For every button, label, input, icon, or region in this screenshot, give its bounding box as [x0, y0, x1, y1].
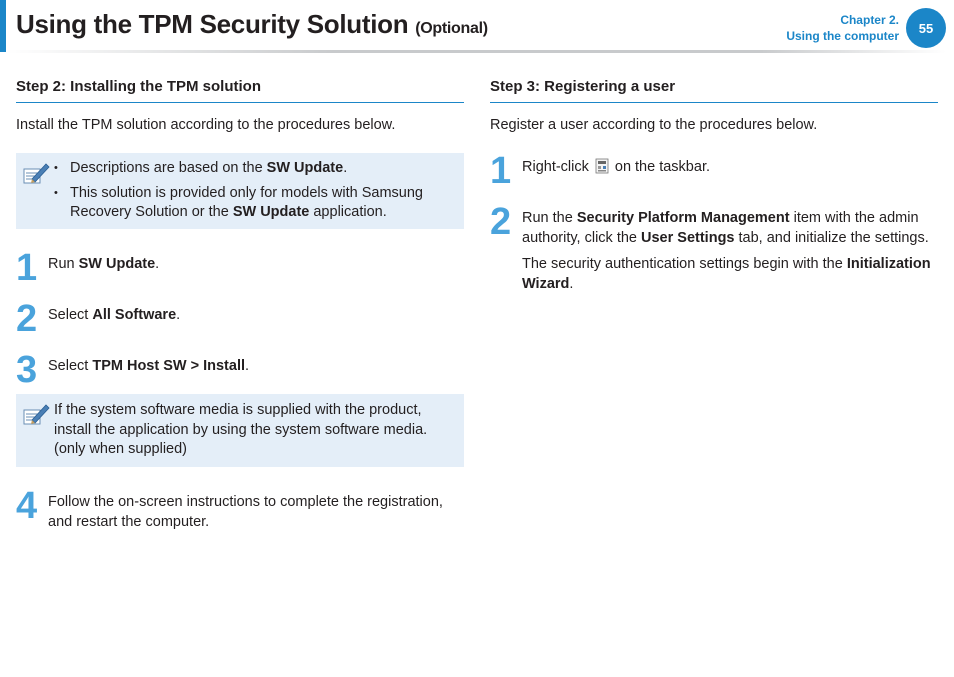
- step-number: 1: [16, 247, 38, 289]
- section-heading-step2: Step 2: Installing the TPM solution: [16, 78, 464, 103]
- page-title-suffix: (Optional): [415, 20, 488, 37]
- section-intro-step3: Register a user according to the procedures below.: [490, 117, 818, 133]
- step-text: Follow the on-screen instructions to complete the registration, and restart the computer.: [48, 494, 443, 530]
- chapter-number: Chapter 2.: [840, 13, 899, 27]
- note-box: [16, 153, 464, 229]
- step-number: 3: [16, 349, 38, 391]
- step-number: 4: [16, 485, 38, 527]
- note-pencil-icon: [22, 161, 50, 187]
- step-text: Select All Software.: [48, 307, 181, 323]
- note-box: [16, 394, 464, 467]
- section-intro-step2: Install the TPM solution according to the procedures below.: [16, 117, 396, 133]
- header-accent-bar: [0, 0, 6, 52]
- step-number: 2: [16, 298, 38, 340]
- step-text: Run the Security Platform Management item with the admin authority, click the User Settings tab, and initialize the settings. The security authentication settings begin with the Initialization Wizard.: [522, 208, 938, 294]
- step-text: Select TPM Host SW > Install.: [48, 358, 250, 374]
- section-heading-step3: Step 3: Registering a user: [490, 78, 938, 103]
- chapter-title: Using the computer: [786, 29, 899, 43]
- note-pencil-icon: [22, 402, 50, 428]
- left-column: [16, 78, 464, 530]
- step-number: 2: [490, 201, 512, 243]
- step-text: Run SW Update.: [48, 256, 160, 272]
- note-bullet: • Descriptions are based on the SW Update.: [54, 159, 454, 179]
- note-bullet: • This solution is provided only for models with Samsung Recovery Solution or the SW Update application.: [54, 184, 454, 223]
- header-divider: [6, 50, 946, 53]
- page-title: [16, 9, 488, 40]
- note-text: If the system software media is supplied with the product, install the application by using the system software media. (only when supplied): [54, 402, 428, 457]
- step-number: 1: [490, 150, 512, 192]
- page-title-text: Using the TPM Security Solution: [16, 9, 409, 39]
- note-list: [54, 159, 454, 223]
- tpm-tray-icon: [595, 158, 609, 174]
- step-subtext: The security authentication settings begin with the Initialization Wizard.: [522, 256, 931, 292]
- right-column: [490, 78, 938, 292]
- chapter-label: [786, 12, 899, 44]
- page-number-badge: 55: [906, 8, 946, 48]
- step-text: Right-click on the taskbar.: [522, 159, 710, 175]
